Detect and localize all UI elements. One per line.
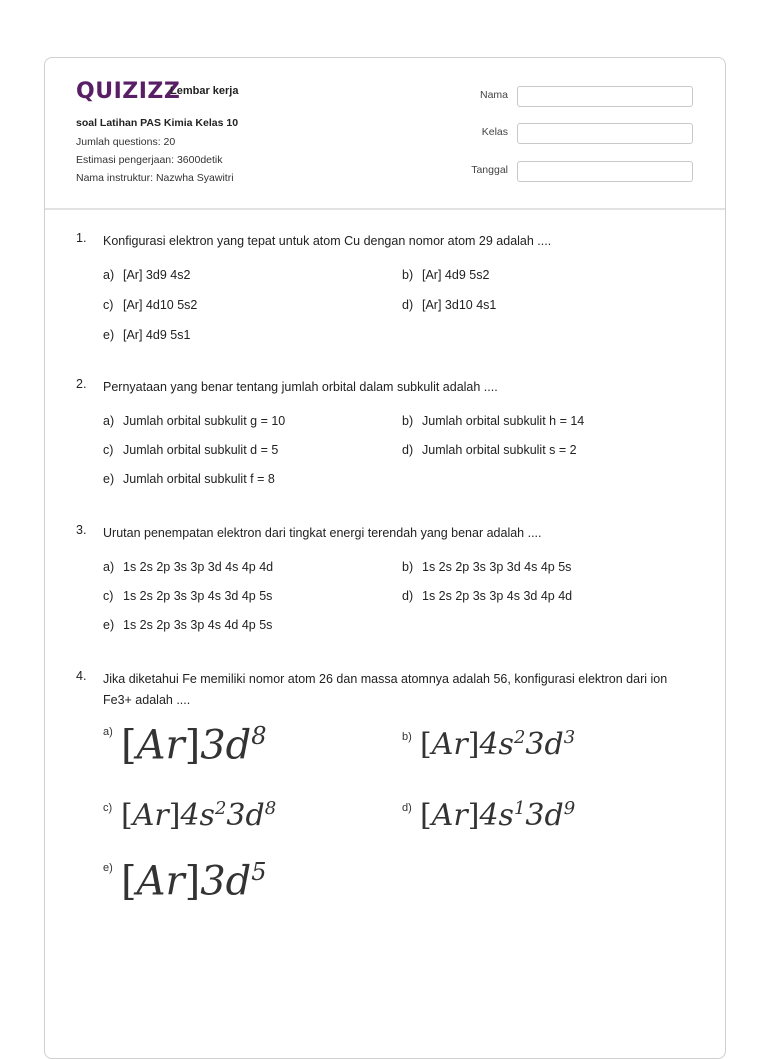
option-text: [Ar] 4d9 5s1 <box>123 328 191 342</box>
question-text: Urutan penempatan elektron dari tingkat energi terendah yang benar adalah .... <box>103 526 542 540</box>
bracket-close: ] <box>467 727 480 762</box>
questions-count: Jumlah questions: 20 <box>76 136 176 148</box>
option-b[interactable] <box>402 560 571 574</box>
electron-count: 2 <box>214 798 227 819</box>
option-letter: a) <box>103 268 115 282</box>
option-letter: d) <box>402 298 414 312</box>
date-field[interactable] <box>517 161 693 182</box>
option-e[interactable] <box>103 472 275 486</box>
bracket-open: [ <box>420 798 432 833</box>
question-number: 4. <box>76 669 87 683</box>
orbital: 3d <box>200 858 252 905</box>
option-c[interactable] <box>103 589 272 603</box>
bracket-close: ] <box>184 722 201 769</box>
date-label: Tanggal <box>471 164 508 176</box>
option-c[interactable] <box>103 443 278 457</box>
option-e[interactable] <box>103 858 267 905</box>
electron-count: 9 <box>563 798 576 819</box>
option-a[interactable] <box>103 722 267 769</box>
core-symbol: Ar <box>431 798 468 833</box>
worksheet-header <box>45 58 725 210</box>
question-text: Jika diketahui Fe memiliki nomor atom 26 dan massa atomnya adalah 56, konfigurasi elektron dari ion Fe3+ adalah .... <box>103 672 668 707</box>
orbital: 3d <box>525 727 564 762</box>
worksheet-page <box>44 57 726 1059</box>
option-c[interactable] <box>103 298 197 312</box>
option-letter: b) <box>402 268 414 282</box>
option-text: 1s 2s 2p 3s 3p 4s 4d 4p 5s <box>123 618 273 632</box>
option-e[interactable] <box>103 618 272 632</box>
option-a[interactable] <box>103 268 190 282</box>
question-text: Konfigurasi elektron yang tepat untuk atom Cu dengan nomor atom 29 adalah .... <box>103 234 552 248</box>
option-b[interactable] <box>402 727 576 762</box>
option-text: [Ar] 4d10 5s2 <box>123 298 198 312</box>
option-b[interactable] <box>402 414 584 428</box>
option-a[interactable] <box>103 414 285 428</box>
option-letter: a) <box>103 726 113 738</box>
option-letter: c) <box>103 589 114 603</box>
core-symbol: Ar <box>431 727 468 762</box>
bracket-open: [ <box>121 798 133 833</box>
name-label: Nama <box>479 89 508 101</box>
electron-count: 5 <box>251 858 267 886</box>
option-letter: c) <box>103 298 114 312</box>
name-field[interactable] <box>517 86 693 107</box>
bracket-close: ] <box>184 858 201 905</box>
option-text: [Ar] 3d9 4s2 <box>123 268 191 282</box>
option-letter: e) <box>103 618 115 632</box>
instructor-name: Nama instruktur: Nazwha Syawitri <box>76 172 234 184</box>
option-letter: d) <box>402 802 412 814</box>
class-label: Kelas <box>481 126 508 138</box>
option-letter: d) <box>402 443 414 457</box>
option-text: 1s 2s 2p 3s 3p 3d 4s 4p 4d <box>123 560 274 574</box>
bracket-open: [ <box>121 858 137 905</box>
orbital: 4s <box>479 727 514 762</box>
option-letter: b) <box>402 560 414 574</box>
core-symbol: Ar <box>132 798 169 833</box>
option-letter: e) <box>103 472 115 486</box>
option-letter: d) <box>402 589 414 603</box>
electron-count: 3 <box>563 727 576 748</box>
estimated-time: Estimasi pengerjaan: 3600detik <box>76 154 223 166</box>
option-text: Jumlah orbital subkulit d = 5 <box>123 443 279 457</box>
option-text: Jumlah orbital subkulit h = 14 <box>422 414 585 428</box>
electron-count: 8 <box>251 722 267 750</box>
orbital: 3d <box>525 798 564 833</box>
option-text: 1s 2s 2p 3s 3p 4s 3d 4p 5s <box>123 589 273 603</box>
option-e[interactable] <box>103 328 190 342</box>
orbital: 4s <box>180 798 215 833</box>
option-b[interactable] <box>402 268 489 282</box>
option-letter: e) <box>103 862 113 874</box>
option-text: Jumlah orbital subkulit f = 8 <box>123 472 275 486</box>
doc-type-label: Lembar kerja <box>170 85 239 97</box>
option-text: [Ar] 4d9 5s2 <box>422 268 490 282</box>
option-d[interactable] <box>402 589 572 603</box>
orbital: 3d <box>200 722 252 769</box>
option-a[interactable] <box>103 560 273 574</box>
bracket-close: ] <box>168 798 181 833</box>
electron-count: 8 <box>264 798 277 819</box>
question-number: 2. <box>76 377 87 391</box>
worksheet-title: soal Latihan PAS Kimia Kelas 10 <box>76 117 239 129</box>
option-letter: a) <box>103 560 115 574</box>
orbital: 4s <box>479 798 514 833</box>
option-letter: c) <box>103 802 113 814</box>
class-field[interactable] <box>517 123 693 144</box>
option-letter: a) <box>103 414 115 428</box>
core-symbol: Ar <box>136 858 185 905</box>
option-c[interactable] <box>103 798 277 833</box>
option-text: 1s 2s 2p 3s 3p 4s 3d 4p 4d <box>422 589 573 603</box>
electron-count: 2 <box>513 727 526 748</box>
option-d[interactable] <box>402 298 496 312</box>
bracket-open: [ <box>420 727 432 762</box>
option-letter: e) <box>103 328 115 342</box>
question-number: 3. <box>76 523 87 537</box>
option-text: [Ar] 3d10 4s1 <box>422 298 497 312</box>
question-text: Pernyataan yang benar tentang jumlah orbital dalam subkulit adalah .... <box>103 380 498 394</box>
option-letter: b) <box>402 731 412 743</box>
option-letter: c) <box>103 443 114 457</box>
bracket-open: [ <box>121 722 137 769</box>
option-text: 1s 2s 2p 3s 3p 3d 4s 4p 5s <box>422 560 572 574</box>
option-text: Jumlah orbital subkulit g = 10 <box>123 414 286 428</box>
option-letter: b) <box>402 414 414 428</box>
option-d[interactable] <box>402 443 577 457</box>
option-text: Jumlah orbital subkulit s = 2 <box>422 443 577 457</box>
quizizz-logo: QUIZIZZ <box>76 79 181 104</box>
core-symbol: Ar <box>136 722 185 769</box>
option-d[interactable] <box>402 798 576 833</box>
orbital: 3d <box>226 798 265 833</box>
bracket-close: ] <box>467 798 480 833</box>
electron-count: 1 <box>513 798 526 819</box>
question-number: 1. <box>76 231 87 245</box>
